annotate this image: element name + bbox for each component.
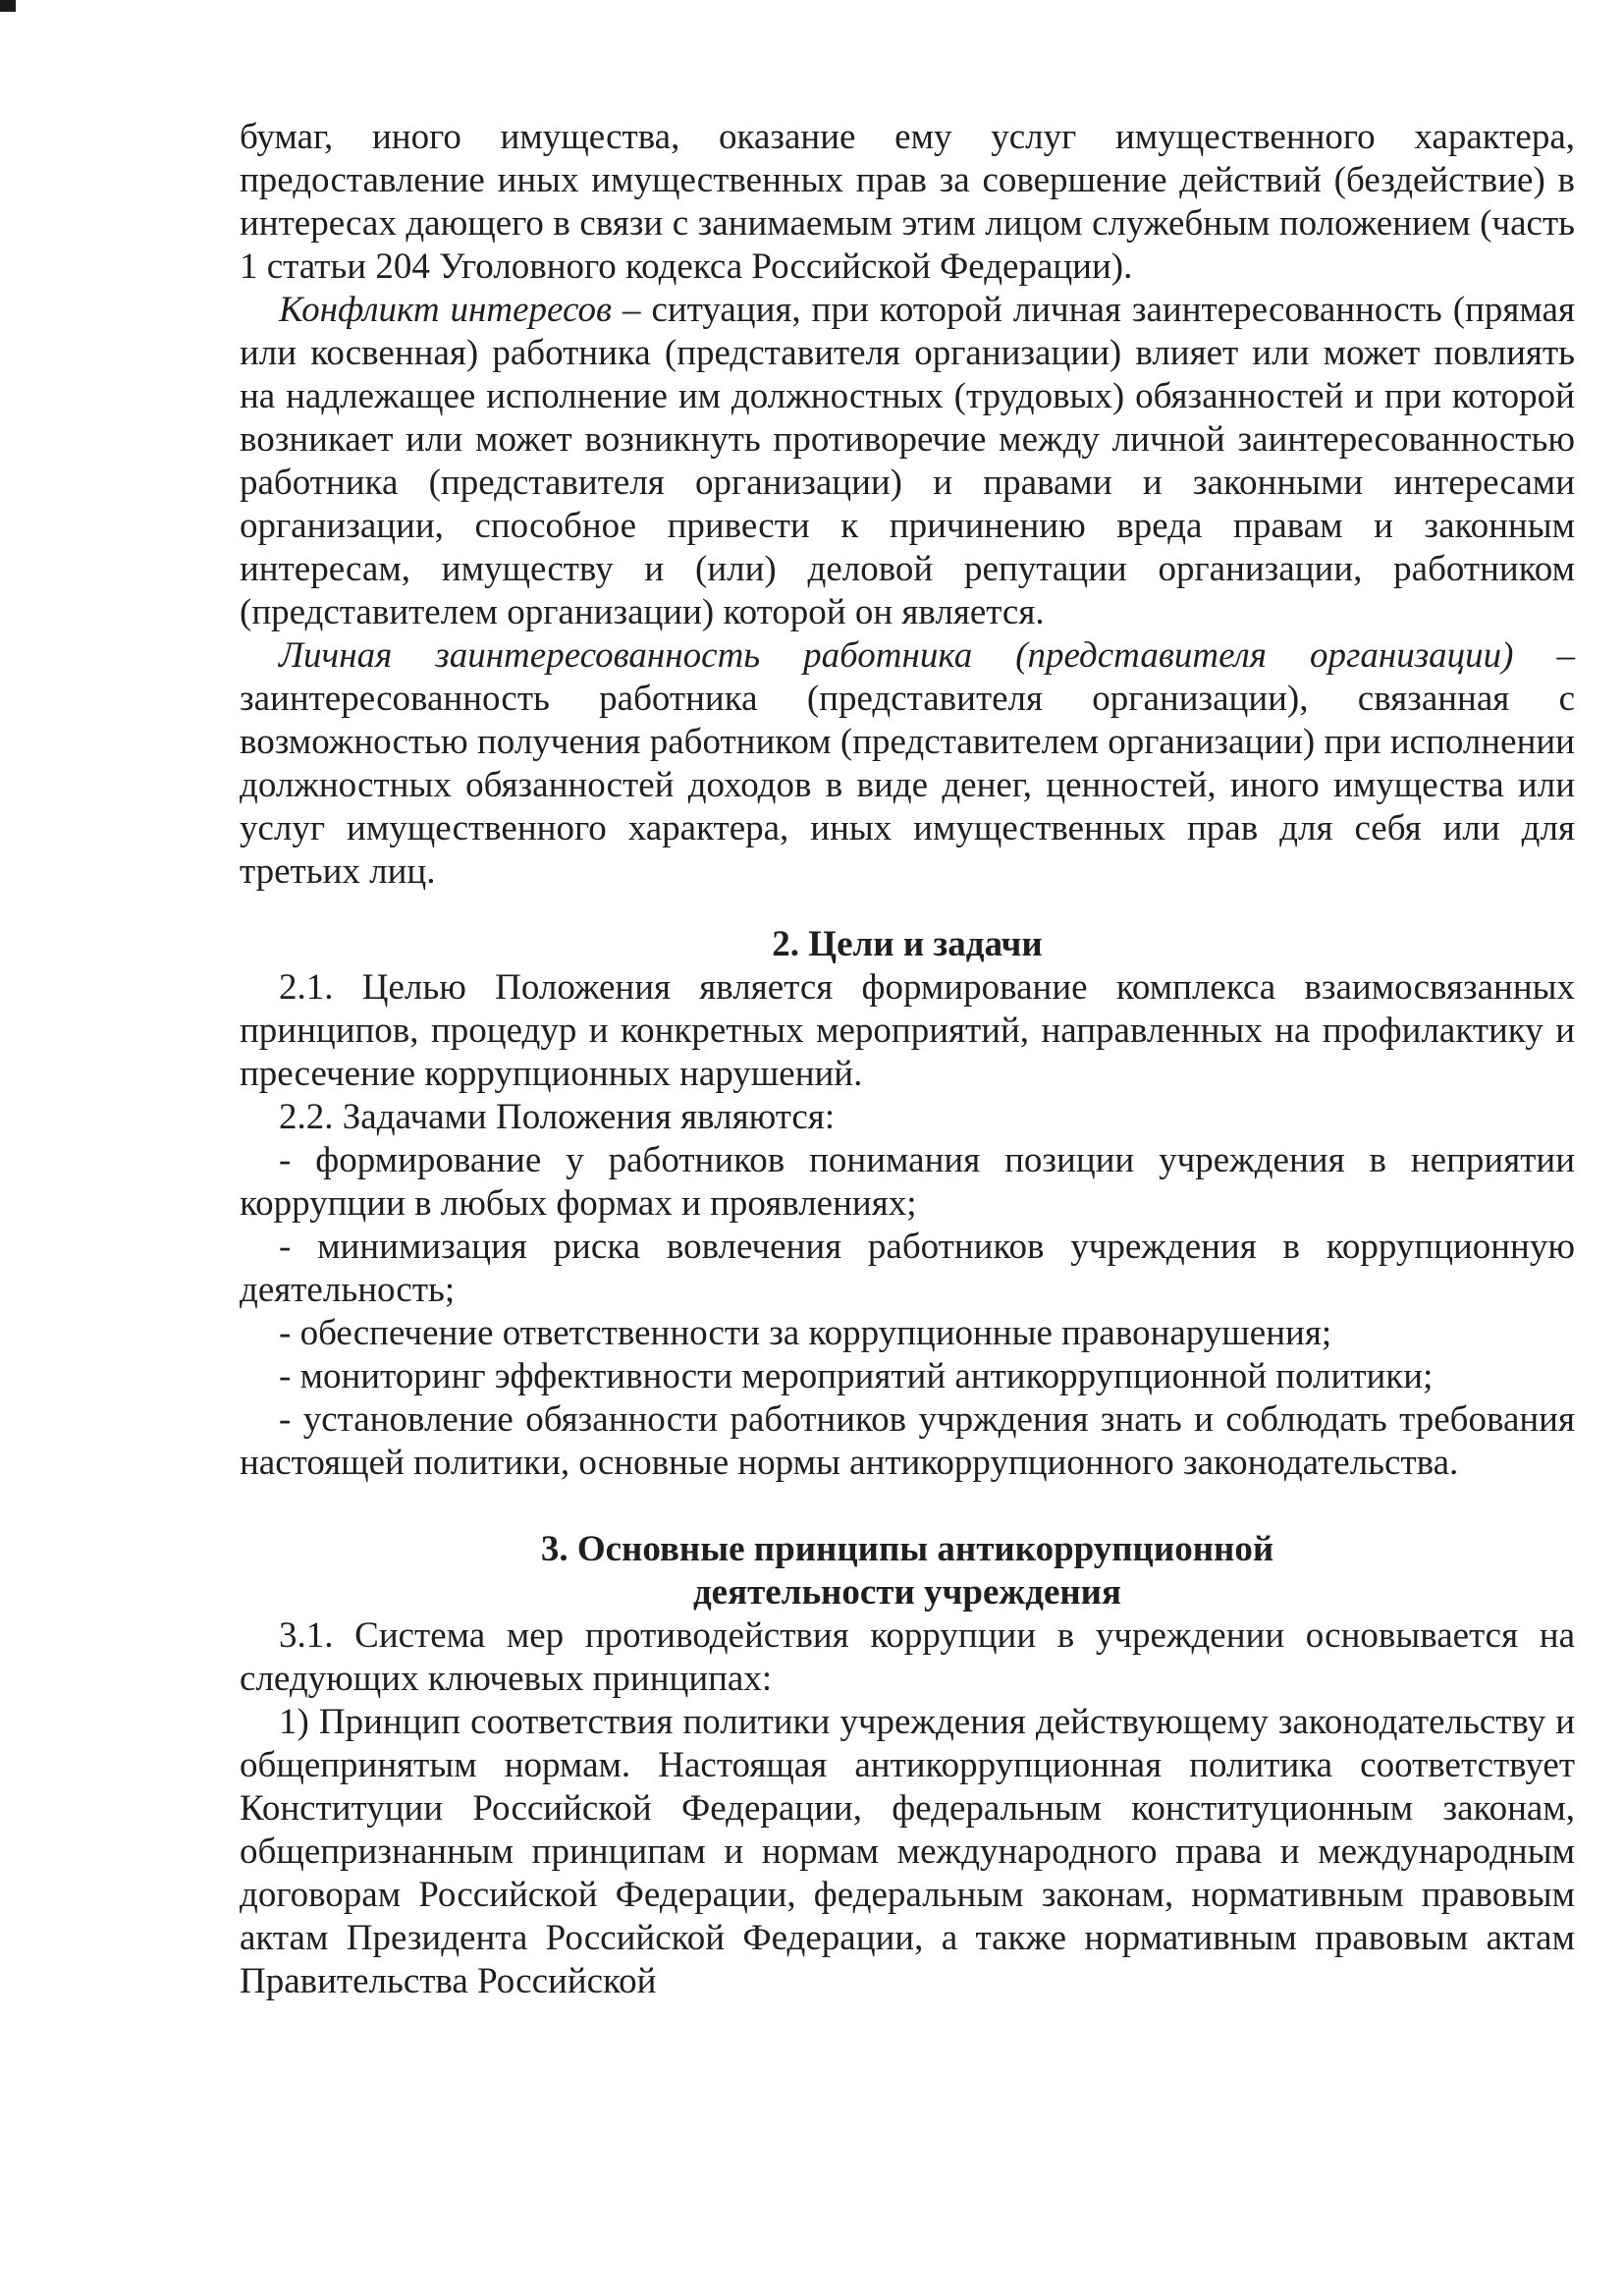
section-2-title: 2. Цели и задачи xyxy=(772,924,1043,964)
paragraph-bribery-definition-end: бумаг, иного имущества, оказание ему услуг имущественного характера, предоставление иных имущественных прав за совершение действий (бездействие) в интересах дающего в связи с занимаемым этим лицом служебным положением (часть 1 статьи 204 Уголовного кодекса Российской Федерации). xyxy=(240,117,1575,287)
paragraph-2-2: 2.2. Задачами Положения являются: xyxy=(279,1097,836,1137)
list-item-2: - минимизация риска вовлечения работников учреждения в коррупционную деятельность; xyxy=(240,1227,1575,1310)
definition-conflict-of-interest: – ситуация, при которой личная заинтересованность (прямая или косвенная) работника (представителя организации) влияет или может повлиять на надлежащее исполнение им должностных (трудовых) обязанностей и при которой возникает или может возникнуть противоречие между личной заинтересованностью работника (представителя организации) и правами и законными интересами организации, способное привести к причинению вреда правам и законным интересам, имуществу и (или) деловой репутации организации, работником (представителем организации) которой он является. xyxy=(240,290,1575,632)
paragraph-3-1: 3.1. Система мер противодействия коррупции в учреждении основывается на следующих ключевых принципах: xyxy=(240,1615,1575,1699)
list-item-3: - обеспечение ответственности за коррупционные правонарушения; xyxy=(279,1313,1332,1353)
term-conflict-of-interest: Конфликт интересов xyxy=(279,290,613,330)
paragraph-2-1: 2.1. Целью Положения является формирование комплекса взаимосвязанных принципов, процедур и конкретных мероприятий, направленных на профилактику и пресечение коррупционных нарушений. xyxy=(240,967,1575,1094)
section-3-title-line-1: 3. Основные принципы антикоррупционной xyxy=(540,1529,1274,1569)
term-personal-interest: Личная заинтересованность работника (представителя организации) xyxy=(279,635,1514,676)
scan-corner-mark xyxy=(0,0,16,12)
section-3-title-line-2: деятельности учреждения xyxy=(692,1572,1122,1613)
list-item-5: - установление обязанности работников учрждения знать и соблюдать требования настоящей политики, основные нормы антикоррупционного законодательства. xyxy=(240,1399,1575,1483)
paragraph-3-1-1: 1) Принцип соответствия политики учреждения действующему законодательству и общепринятым нормам. Настоящая антикоррупционная политика соответствует Конституции Российской Федерации, федеральным конституционным законам, общепризнанным принципам и нормам международного права и международным договорам Российской Федерации, федеральным законам, нормативным правовым актам Президента Российской Федерации, а также нормативным правовым актам Правительства Российской xyxy=(240,1702,1575,2001)
list-item-1: - формирование у работников понимания позиции учреждения в неприятии коррупции в любых формах и проявлениях; xyxy=(240,1140,1575,1224)
paragraph-conflict-of-interest xyxy=(240,289,1575,634)
document-page xyxy=(240,116,1575,2003)
definition-personal-interest: – заинтересованность работника (представителя организации), связанная с возможностью получения работником (представителем организации) при исполнении должностных обязанностей доходов в виде денег, ценностей, иного имущества или услуг имущественного характера, иных имущественных прав для себя или для третьих лиц. xyxy=(240,635,1575,892)
section-3-title xyxy=(240,1528,1575,1614)
paragraph-personal-interest xyxy=(240,634,1575,894)
list-item-4: - мониторинг эффективности мероприятий антикоррупционной политики; xyxy=(279,1356,1434,1396)
